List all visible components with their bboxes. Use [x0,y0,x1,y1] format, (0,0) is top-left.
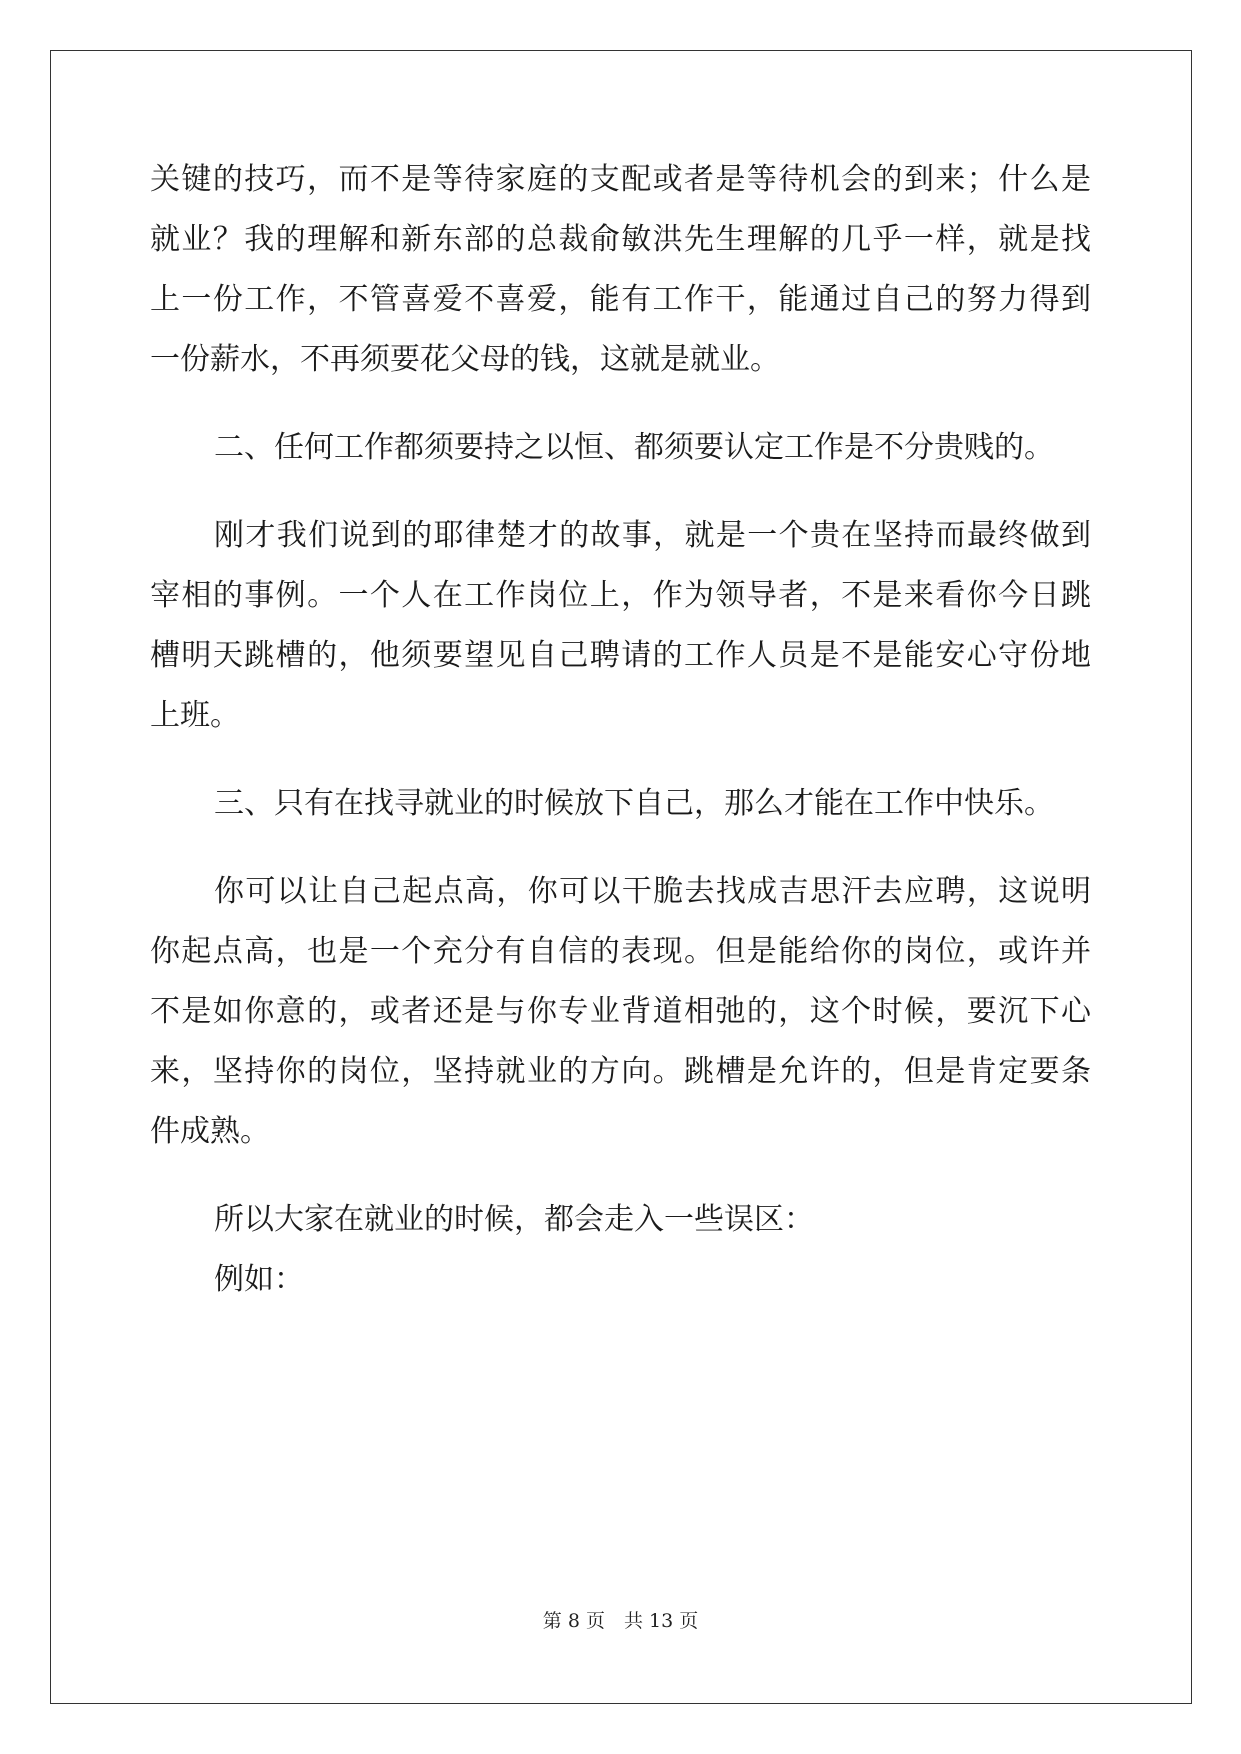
page-number-footer: 第 8 页 共 13 页 [542,1610,699,1632]
paragraph-line: 件成熟。 [150,1114,270,1149]
paragraph-line: 上班。 [150,698,240,733]
paragraph-line: 你起点高，也是一个充分有自信的表现。但是能给你的岗位，或许并 [150,934,1091,969]
paragraph-line: 宰相的事例。一个人在工作岗位上，作为领导者，不是来看你今日跳 [150,578,1091,613]
paragraph-line: 刚才我们说到的耶律楚才的故事，就是一个贵在坚持而最终做到 [214,518,1091,553]
paragraph-line: 一份薪水，不再须要花父母的钱，这就是就业。 [150,342,780,377]
section-heading-3: 三、只有在找寻就业的时候放下自己，那么才能在工作中快乐。 [214,786,1054,821]
paragraph-line: 上一份工作，不管喜爱不喜爱，能有工作干，能通过自己的努力得到 [150,282,1091,317]
paragraph-line: 关键的技巧，而不是等待家庭的支配或者是等待机会的到来；什么是 [150,162,1091,197]
paragraph-line: 来，坚持你的岗位，坚持就业的方向。跳槽是允许的，但是肯定要条 [150,1054,1091,1089]
paragraph-line: 例如： [214,1262,304,1297]
section-heading-2: 二、任何工作都须要持之以恒、都须要认定工作是不分贵贱的。 [214,430,1054,465]
paragraph-line: 所以大家在就业的时候，都会走入一些误区： [214,1202,814,1237]
paragraph-line: 你可以让自己起点高，你可以干脆去找成吉思汗去应聘，这说明 [214,874,1091,909]
paragraph-line: 就业？我的理解和新东部的总裁俞敏洪先生理解的几乎一样，就是找 [150,222,1091,257]
paragraph-line: 槽明天跳槽的，他须要望见自己聘请的工作人员是不是能安心守份地 [150,638,1091,673]
paragraph-line: 不是如你意的，或者还是与你专业背道相弛的，这个时候，要沉下心 [150,994,1091,1029]
